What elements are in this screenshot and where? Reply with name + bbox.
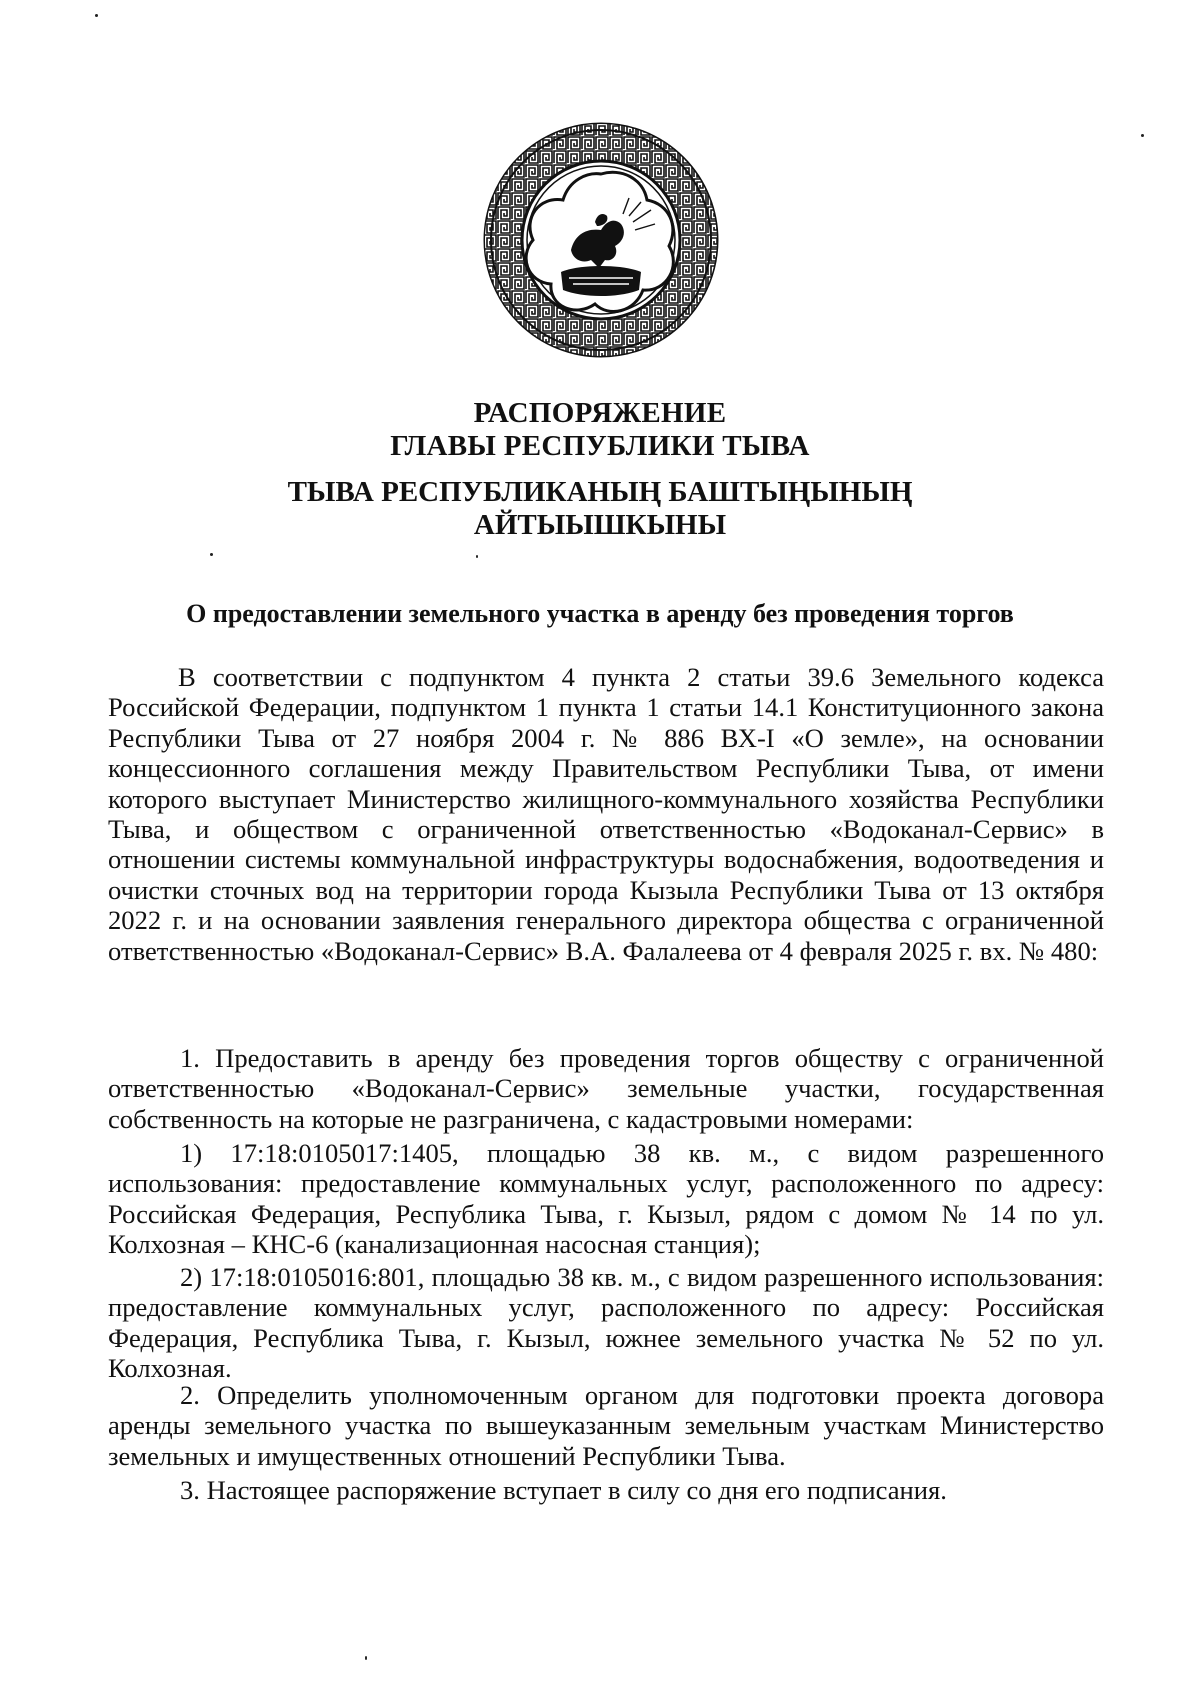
item-1-subitem-2: 2) 17:18:0105016:801, площадью 38 кв. м., с видом разрешенного использования: предоставление коммунальных услуг, расположенного по адресу: Российская Федерация, Республика Тыва, г. Кызыл, южнее земельного участка № 52 по ул. Колхозная. bbox=[108, 1262, 1104, 1384]
document-title-tuvan bbox=[0, 476, 1200, 542]
scan-speck bbox=[476, 555, 478, 558]
scan-speck bbox=[365, 1656, 367, 1660]
title-line-1: РАСПОРЯЖЕНИЕ bbox=[473, 397, 727, 429]
item-2-paragraph: 2. Определить уполномоченным органом для подготовки проекта договора аренды земельного участка по вышеуказанным земельным участкам Министерство земельных и имущественных отношений Республики Тыва. bbox=[108, 1380, 1104, 1471]
document-title bbox=[0, 397, 1200, 463]
scan-speck bbox=[95, 14, 98, 17]
intro-paragraph: В соответствии с подпунктом 4 пункта 2 статьи 39.6 Земельного кодекса Российской Федерации, подпунктом 1 пункта 1 статьи 14.1 Конституционного закона Республики Тыва от 27 ноября 2004 г. № 886 ВХ-І «О земле», на основании концессионного соглашения между Правительством Республики Тыва, от имени которого выступает Министерство жилищного-коммунального хозяйства Республики Тыва, и обществом с ограниченной ответственностью «Водоканал-Сервис» в отношении системы коммунальной инфраструктуры водоснабжения, водоотведения и очистки сточных вод на территории города Кызыла Республики Тыва от 13 октября 2022 г. и на основании заявления генерального директора общества с ограниченной ответственностью «Водоканал-Сервис» В.А. Фалалеева от 4 февраля 2025 г. вх. № 480: bbox=[108, 662, 1104, 966]
item-1-subitem-1: 1) 17:18:0105017:1405, площадью 38 кв. м., с видом разрешенного использования: предоставление коммунальных услуг, расположенного по адресу: Российская Федерация, Республика Тыва, г. Кызыл, рядом с домом № 14 по ул. Колхозная – КНС-6 (канализационная насосная станция); bbox=[108, 1138, 1104, 1260]
title-line-2: ГЛАВЫ РЕСПУБЛИКИ ТЫВА bbox=[390, 430, 810, 462]
coat-of-arms-tuva-icon bbox=[483, 122, 719, 358]
title-tuvan-line-1: ТЫВА РЕСПУБЛИКАНЫҢ БАШТЫҢЫНЫҢ bbox=[287, 476, 913, 508]
item-3-paragraph: 3. Настоящее распоряжение вступает в силу со дня его подписания. bbox=[180, 1475, 947, 1505]
title-tuvan-line-2: АЙТЫЫШКЫНЫ bbox=[473, 509, 727, 541]
scan-speck bbox=[210, 553, 213, 556]
document-subject: О предоставлении земельного участка в аренду без проведения торгов bbox=[186, 599, 1014, 628]
item-1-paragraph: 1. Предоставить в аренду без проведения торгов обществу с ограниченной ответственностью «Водоканал-Сервис» земельные участки, государственная собственность на которые не разграничена, с кадастровыми номерами: bbox=[108, 1043, 1104, 1134]
scan-speck bbox=[1141, 134, 1144, 137]
